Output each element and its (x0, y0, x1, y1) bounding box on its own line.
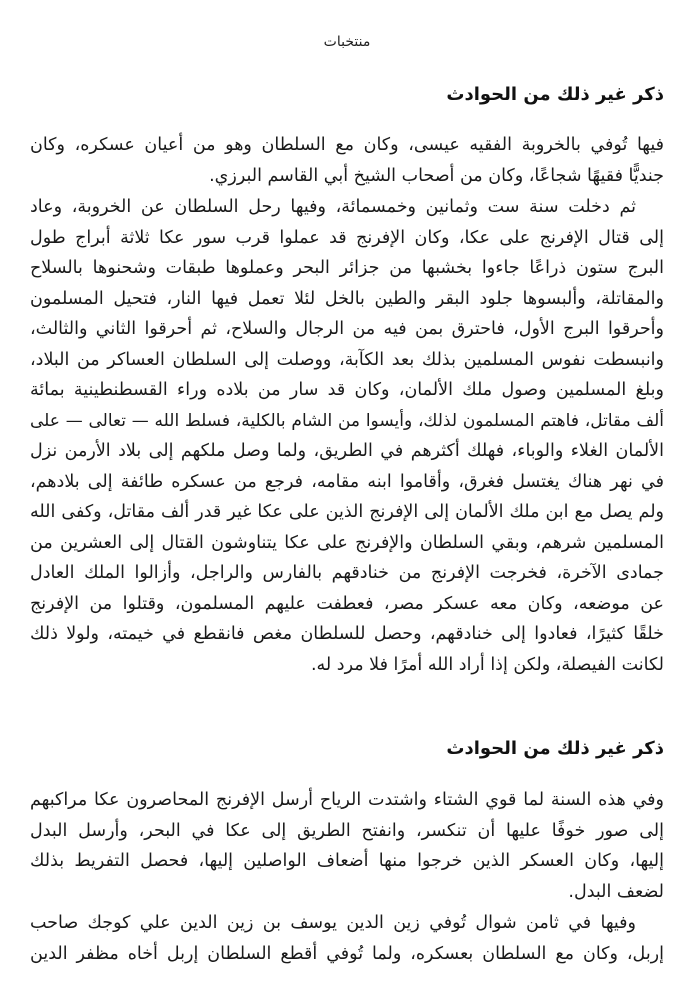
text-line: وبلغ المسلمين وصول ملك الألمان، وكان قد سار من بلاده وراء القسطنطينية بمائة (30, 380, 664, 400)
text-line: جنديًّا فقيهًا شجاعًا، وكان من أصحاب الشيخ أبي القاسم البرزي. (209, 165, 664, 186)
text-line: إربل، وكان مع السلطان بعسكره، ولما تُوفي أقطع السلطان إربل أخاه مظفر الدين (30, 943, 664, 964)
text-line: خلقًا كثيرًا، فعادوا إلى خنادقهم، وحصل للسلطان مغص فانقطع في خيمته، ولولا ذلك (30, 624, 664, 644)
text-line: لضعف البدل. (568, 881, 664, 902)
text-line: وفي هذه السنة لما قوي الشتاء واشتدت الرياح أرسل الإفرنج المحاصرون عكا مراكبهم (30, 790, 664, 810)
text-line: الألمان الغلاء والوباء، فهلك أكثرهم في الطريق، ولما وصل ملكهم إلى بلاد الأرمن نزل (30, 441, 664, 461)
text-line: جمادى الآخرة، فخرجت الإفرنج من خنادقهم بالفارس والراجل، وأزالوا الملك العادل (30, 563, 664, 583)
paragraph (30, 908, 664, 969)
text-line: البرج ستون ذراعًا جاءوا بخشبها من جزائر البحر وعملوها طبقات وشحنوها بالسلاح (30, 258, 664, 278)
text-line: والمقاتلة، وألبسوها جلود البقر والطين بالخل لئلا تعمل فيها النار، فتحيل المسلمون (30, 288, 664, 309)
text-line: في نهر هناك يغتسل فغرق، وأقاموا ابنه مقامه، فرجع من عسكره طائفة إلى بلادهم، (30, 471, 664, 492)
text-line: إلى صور خوفًا عليها أن تنكسر، وانفتح الطريق إلى عكا في البحر، وأرسل البدل (30, 820, 664, 841)
text-line: وانبسطت نفوس المسلمين بذلك بعد الكآبة، ووصلت إلى السلطان العساكر من البلاد، (30, 349, 664, 370)
running-head: منتخبات (323, 34, 371, 50)
text-line: ألف مقاتل، فاهتم المسلمون لذلك، وأيسوا من الشام بالكلية، فسلط الله — تعالى — على (30, 410, 664, 431)
text-line: عن موضعه، وكان معه عسكر مصر، فعطفت عليهم المسلمون، وقتلوا من الإفرنج (30, 593, 664, 614)
paragraph (30, 130, 664, 191)
paragraph (30, 785, 664, 907)
section-heading: ذكر غير ذلك من الحوادث (446, 738, 664, 759)
text-line: وأحرقوا البرج الأول، فاحترق بمن فيه من الرجال والسلاح، ثم أحرقوا الثاني والثالث، (30, 319, 664, 339)
section-heading: ذكر غير ذلك من الحوادث (446, 84, 664, 105)
text-line: إلى قتال الإفرنج على عكا، وكان الإفرنج قد عملوا قرب سور عكا ثلاثة أبراج طول (30, 227, 664, 248)
paragraph (30, 192, 664, 680)
text-line: ثم دخلت سنة ست وثمانين وخمسمائة، وفيها رحل السلطان عن الخروبة، وعاد (30, 197, 636, 217)
text-line: فيها تُوفي بالخروبة الفقيه عيسى، وكان مع السلطان وهو من أعيان عسكره، وكان (30, 135, 664, 155)
text-line: ولم يصل مع ابن ملك الألمان إلى الإفرنج الذين على عكا غير قدر ألف مقاتل، وكفى الله (30, 502, 664, 522)
text-line: إليها، وكان العسكر الذين خرجوا منها أضعاف الواصلين إليها، فحصل التفريط بذلك (30, 851, 664, 871)
text-line: لكانت الفيصلة، ولكن إذا أراد الله أمرًا فلا مرد له. (310, 654, 664, 675)
text-line: المسلمين شرهم، وبقي السلطان والإفرنج على عكا يتناوشون القتال إلى العشرين من (30, 532, 664, 553)
text-line: وفيها في ثامن شوال تُوفي زين الدين يوسف بن زين الدين علي كوجك صاحب (30, 913, 636, 933)
